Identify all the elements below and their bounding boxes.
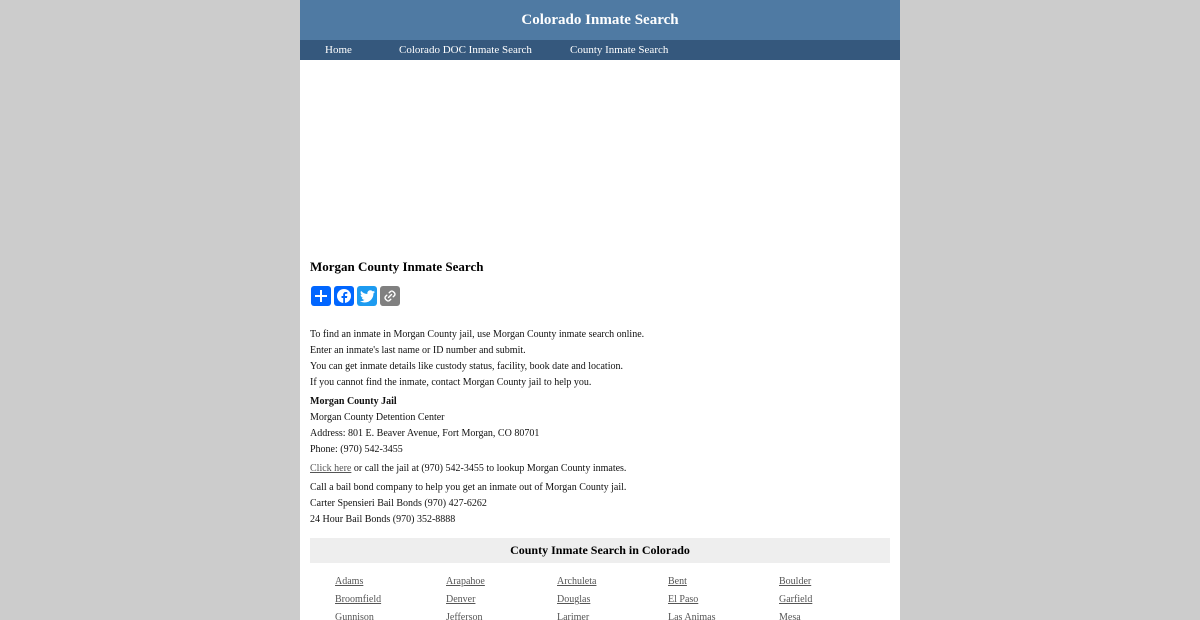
page	[300, 0, 900, 620]
county-row	[335, 573, 890, 591]
lookup-line	[310, 461, 890, 477]
county-link[interactable]: Arapahoe	[446, 576, 485, 587]
intro-line: To find an inmate in Morgan County jail, use Morgan County inmate search online.	[310, 329, 645, 340]
facebook-icon[interactable]	[334, 286, 354, 306]
site-title[interactable]: Colorado Inmate Search	[521, 12, 679, 28]
main-nav	[300, 40, 900, 60]
share-plus-icon[interactable]	[311, 286, 331, 306]
twitter-icon[interactable]	[357, 286, 377, 306]
page-title: Morgan County Inmate Search	[310, 259, 484, 274]
county-link[interactable]: Archuleta	[557, 576, 597, 587]
intro-line: Enter an inmate's last name or ID number and submit.	[310, 345, 526, 356]
main-content	[300, 258, 900, 620]
site-header	[300, 0, 900, 40]
lookup-text: or call the jail at (970) 542-3455 to lookup Morgan County inmates.	[351, 463, 627, 474]
county-link[interactable]: Mesa	[779, 612, 801, 620]
ad-space	[300, 60, 900, 258]
county-link[interactable]: Gunnison	[335, 612, 374, 620]
nav-item-colorado-doc[interactable]: Colorado DOC Inmate Search	[399, 44, 532, 56]
jail-name: Morgan County Jail	[310, 396, 397, 407]
county-link[interactable]: Boulder	[779, 576, 812, 587]
click-here-link[interactable]: Click here	[310, 463, 352, 474]
county-heading: County Inmate Search in Colorado	[310, 538, 890, 563]
bail-line: Call a bail bond company to help you get an inmate out of Morgan County jail.	[310, 482, 627, 493]
county-link[interactable]: El Paso	[668, 594, 699, 605]
nav-item-county-search[interactable]: County Inmate Search	[570, 44, 669, 56]
county-link[interactable]: Larimer	[557, 612, 590, 620]
county-link[interactable]: Douglas	[557, 594, 591, 605]
jail-phone: Phone: (970) 542-3455	[310, 444, 403, 455]
county-link[interactable]: Adams	[335, 576, 364, 587]
bail-info	[310, 480, 890, 528]
intro-line: If you cannot find the inmate, contact Morgan County jail to help you.	[310, 377, 592, 388]
county-link[interactable]: Garfield	[779, 594, 813, 605]
copy-link-icon[interactable]	[380, 286, 400, 306]
county-link[interactable]: Bent	[668, 576, 687, 587]
nav-item-home[interactable]: Home	[325, 44, 352, 56]
jail-address: Address: 801 E. Beaver Avenue, Fort Morgan, CO 80701	[310, 428, 540, 439]
jail-facility: Morgan County Detention Center	[310, 412, 445, 423]
county-link[interactable]: Broomfield	[335, 594, 382, 605]
county-link[interactable]: Denver	[446, 594, 476, 605]
county-row	[335, 609, 890, 620]
county-grid	[310, 573, 890, 620]
bail-line: 24 Hour Bail Bonds (970) 352-8888	[310, 514, 456, 525]
county-row	[335, 591, 890, 609]
intro-line: You can get inmate details like custody status, facility, book date and location.	[310, 361, 623, 372]
county-link[interactable]: Las Animas	[668, 612, 716, 620]
intro-text	[310, 327, 890, 391]
bail-line: Carter Spensieri Bail Bonds (970) 427-6262	[310, 498, 487, 509]
share-bar	[310, 286, 890, 306]
county-link[interactable]: Jefferson	[446, 612, 483, 620]
jail-info	[310, 394, 890, 458]
